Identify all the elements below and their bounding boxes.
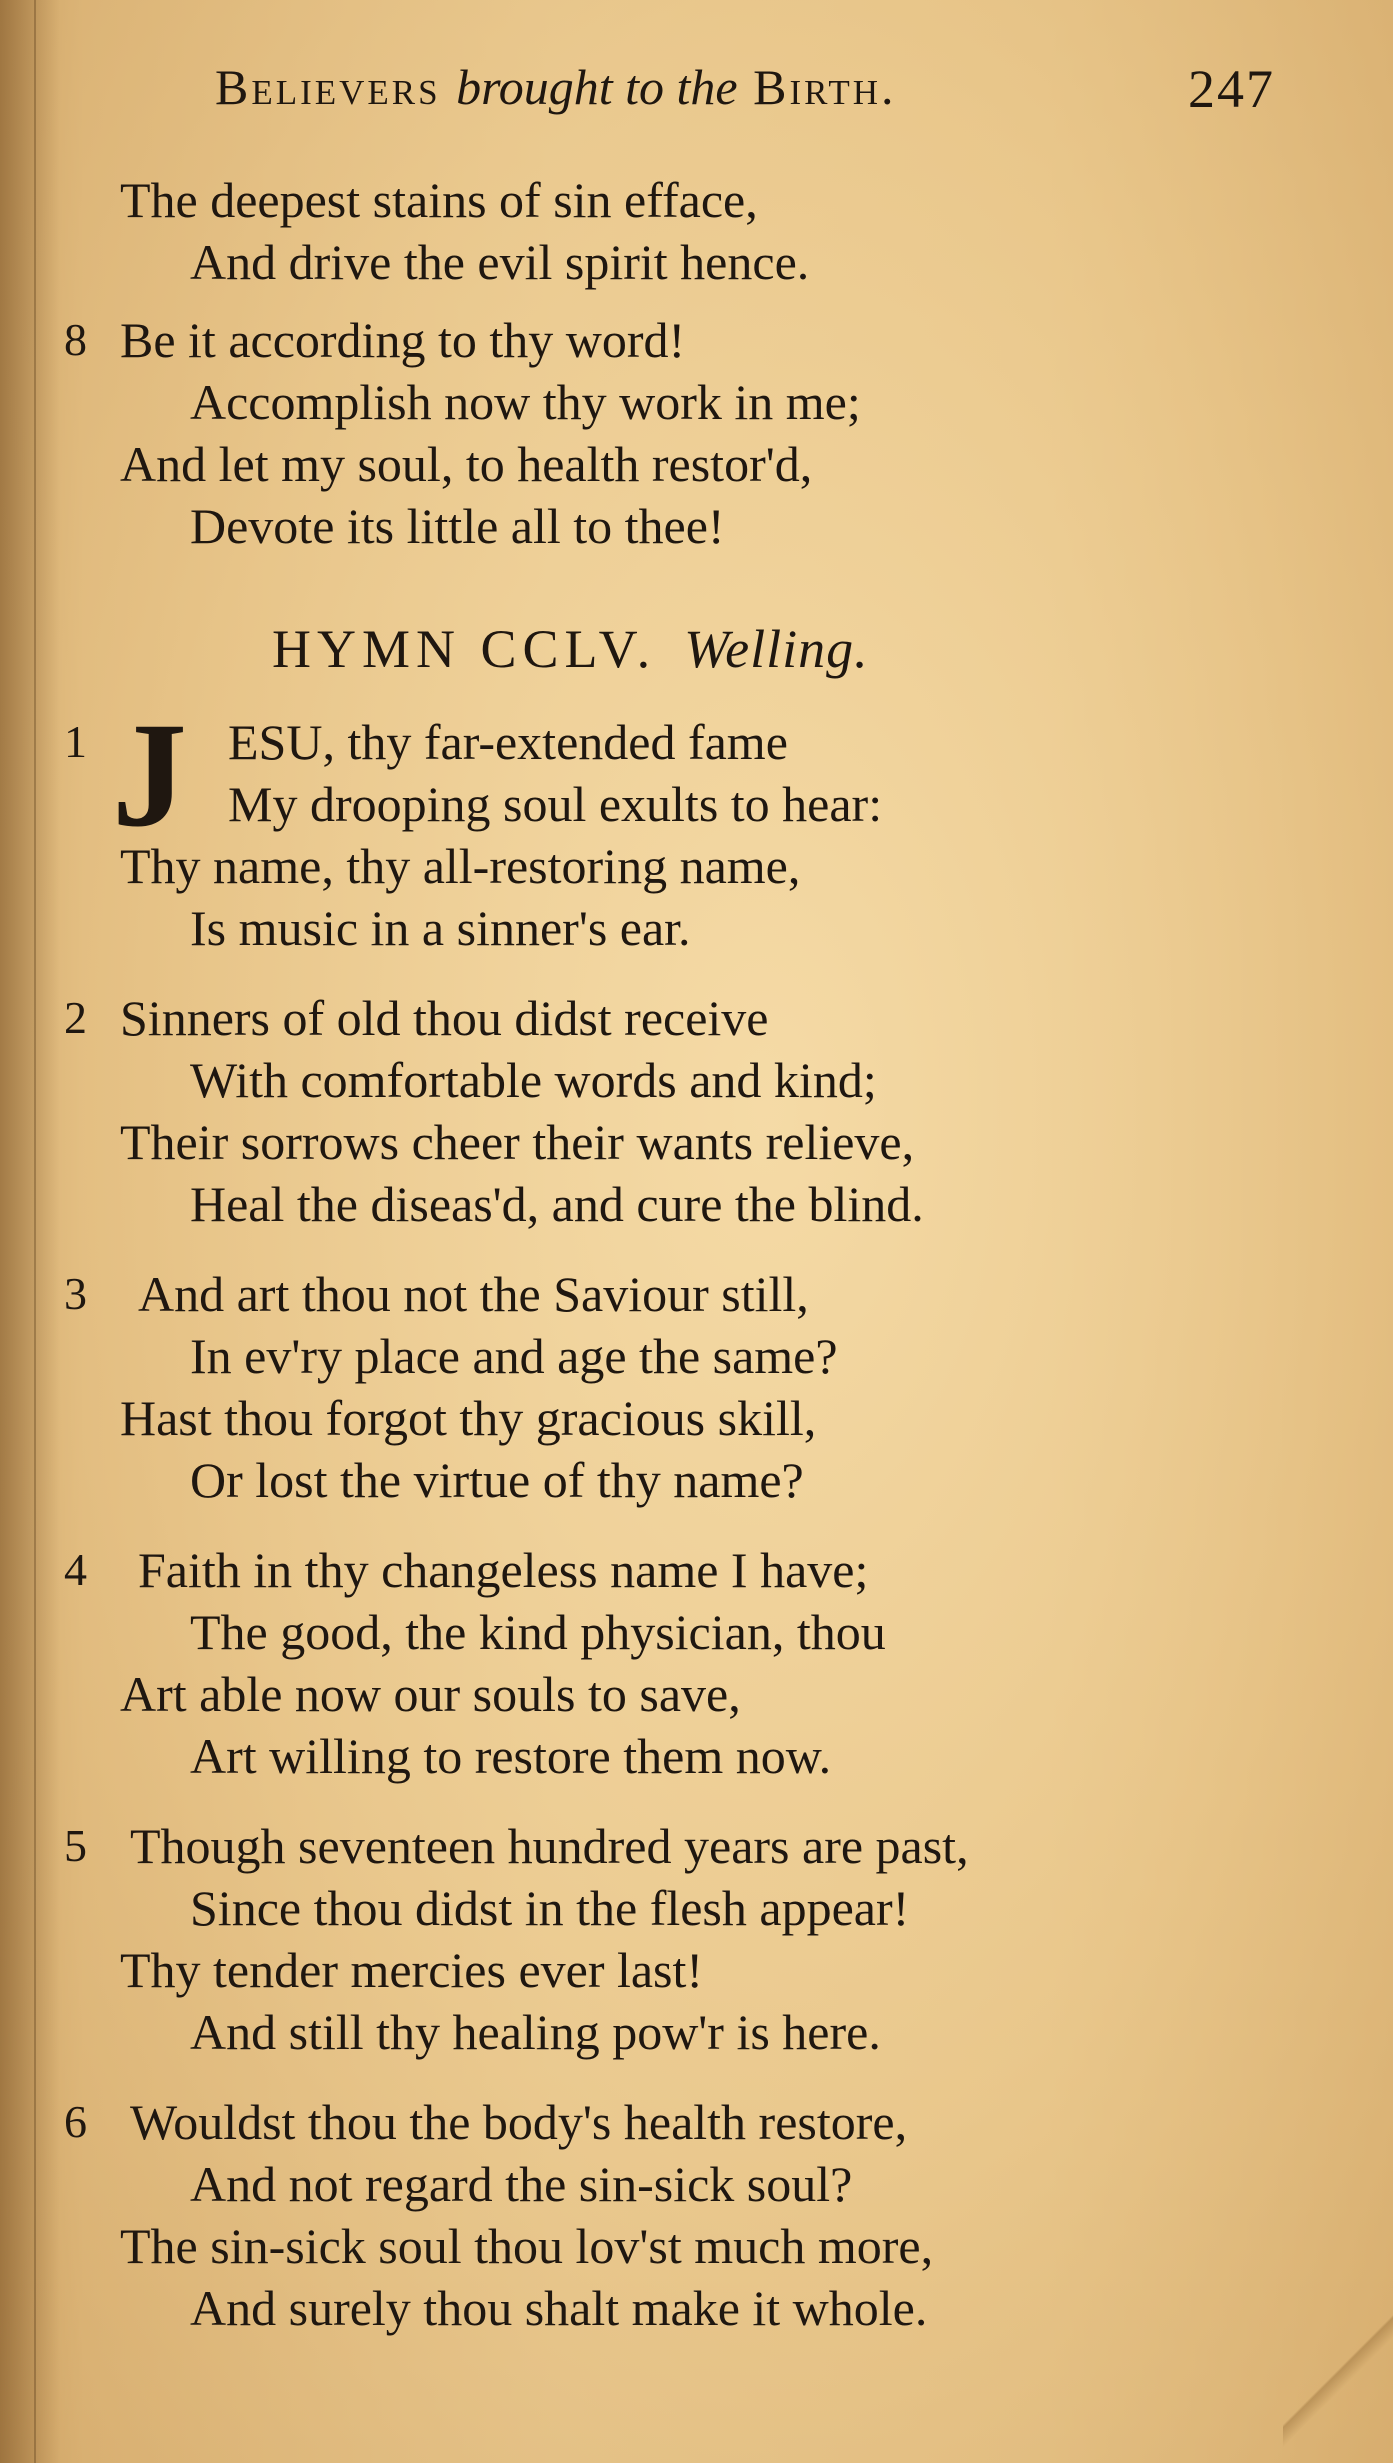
verse-line: And let my soul, to health restor'd, bbox=[120, 436, 813, 492]
verse-line: And drive the evil spirit hence. bbox=[190, 234, 810, 290]
verse-line: Their sorrows cheer their wants relieve, bbox=[120, 1114, 915, 1170]
page-number: 247 bbox=[1188, 59, 1275, 119]
verse-line: With comfortable words and kind; bbox=[190, 1052, 877, 1108]
gutter-line bbox=[34, 0, 36, 2463]
verse-line: And still thy healing pow'r is here. bbox=[190, 2004, 881, 2060]
page-fold-mark bbox=[1283, 2243, 1393, 2463]
stanza-number: 6 bbox=[64, 2096, 87, 2147]
verse-line: Accomplish now thy work in me; bbox=[190, 374, 861, 430]
running-head-believers: Believers bbox=[215, 59, 441, 115]
running-head bbox=[215, 58, 897, 116]
verse-line: Though seventeen hundred years are past, bbox=[130, 1818, 969, 1874]
verse-line: Be it according to thy word! bbox=[120, 312, 686, 368]
verse-line: And not regard the sin-sick soul? bbox=[190, 2156, 853, 2212]
drop-cap: J bbox=[112, 692, 187, 858]
verse-line: My drooping soul exults to hear: bbox=[228, 776, 883, 832]
verse-line: The deepest stains of sin efface, bbox=[120, 172, 758, 228]
stanza-number: 4 bbox=[64, 1544, 87, 1595]
verse-line: Is music in a sinner's ear. bbox=[190, 900, 691, 956]
stanza-number: 8 bbox=[64, 314, 87, 365]
verse-line: The sin-sick soul thou lov'st much more, bbox=[120, 2218, 934, 2274]
verse-line: And surely thou shalt make it whole. bbox=[190, 2280, 928, 2336]
verse-line: ESU, thy far-extended fame bbox=[228, 714, 788, 770]
verse-line: Art able now our souls to save, bbox=[120, 1666, 741, 1722]
stanza-number: 2 bbox=[64, 992, 87, 1043]
verse-line: Devote its little all to thee! bbox=[190, 498, 725, 554]
verse-line: Or lost the virtue of thy name? bbox=[190, 1452, 804, 1508]
running-head-brought: brought to the bbox=[456, 59, 738, 115]
verse-line: And art thou not the Saviour still, bbox=[138, 1266, 809, 1322]
verse-line: Sinners of old thou didst receive bbox=[120, 990, 769, 1046]
hymn-title bbox=[272, 618, 869, 680]
hymn-number: HYMN CCLV. bbox=[272, 619, 657, 679]
stanza-number: 3 bbox=[64, 1268, 87, 1319]
verse-line: Wouldst thou the body's health restore, bbox=[130, 2094, 908, 2150]
gutter-shadow bbox=[0, 0, 60, 2463]
verse-line: Heal the diseas'd, and cure the blind. bbox=[190, 1176, 924, 1232]
verse-line: The good, the kind physician, thou bbox=[190, 1604, 886, 1660]
stanza-number: 5 bbox=[64, 1820, 87, 1871]
verse-line: In ev'ry place and age the same? bbox=[190, 1328, 838, 1384]
verse-line: Thy tender mercies ever last! bbox=[120, 1942, 704, 1998]
hymn-tune: Welling. bbox=[684, 619, 869, 679]
running-header bbox=[215, 50, 1275, 130]
verse-line: Faith in thy changeless name I have; bbox=[138, 1542, 869, 1598]
verse-line: Hast thou forgot thy gracious skill, bbox=[120, 1390, 817, 1446]
verse-line: Thy name, thy all-restoring name, bbox=[120, 838, 801, 894]
running-head-birth: Birth. bbox=[753, 59, 897, 115]
verse-line: Art willing to restore them now. bbox=[190, 1728, 832, 1784]
stanza-number: 1 bbox=[64, 716, 87, 767]
verse-line: Since thou didst in the flesh appear! bbox=[190, 1880, 910, 1936]
